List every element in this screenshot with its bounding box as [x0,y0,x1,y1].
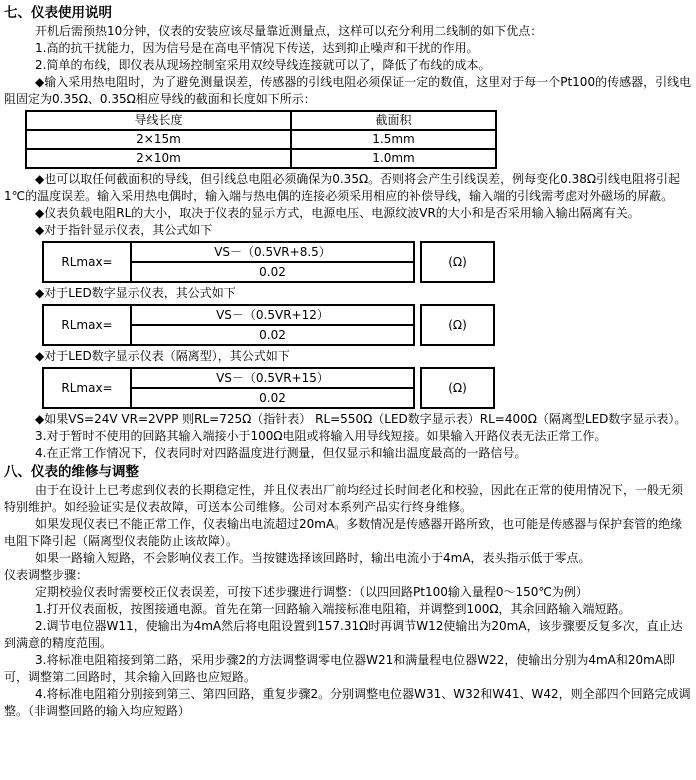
wire-length-header: 导线长度 [26,111,291,130]
section7-wire-note: ◆也可以取任何截面积的导线，但引线总电阻必须确保为0.35Ω。否则将会产生引线误差，例每变化0.38Ω引线电阻将引起1℃的温度误差。输入采用热电偶时，输入端与热电偶的连接必须采用相应的补偿导线，输入端的引线需考虑对外磁场的屏蔽。 [4,172,681,203]
formula-table-pointer [42,241,692,283]
wire-length-cell: 2×10m [26,149,291,168]
formula-fraction [132,369,413,407]
section7-heading: 七、仪表使用说明 [4,5,112,21]
section7-point1: 1.高的抗干扰能力，因为信号是在高电平情况下传送，达到抑止噪声和干扰的作用。 [35,41,479,55]
section8-heading: 八、仪表的维修与调整 [4,464,139,480]
formula-body [42,367,415,409]
section7-rtd-note: ◆输入采用热电阻时，为了避免测量误差，传感器的引线电阻必须保证一定的数值，这里对于每一个Pt100的传感器，引线电阻固定为0.35Ω、0.35Ω相应导线的截面和长度如下所示： [4,75,692,106]
cross-section-cell: 1.5mm [291,130,496,149]
section8-p3: 如果一路输入短路，不会影响仪表工作。当按键选择该回路时，输出电流小于4mA，表头指示低于零点。 [35,551,591,565]
formula-led-caption: ◆对于LED数字显示仪表，其公式如下 [35,286,236,300]
formula-unit: (Ω) [420,241,495,283]
formula-led-iso-caption: ◆对于LED数字显示仪表（隔离型），其公式如下 [35,349,290,363]
section7-point3: 3.对于暂时不使用的回路其输入端接小于100Ω电阻或将输入用导线短接。如果输入开路仪表无法正常工作。 [35,429,607,443]
section7-point4: 4.在正常工作情况下，仪表同时对四路温度进行测量，但仅显示和输出温度最高的一路信号。 [35,446,527,460]
formula-lhs: RLmax= [44,306,132,344]
formula-unit: (Ω) [420,304,495,346]
section7-example-note: ◆如果VS=24V VR=2VPP 则RL=725Ω（指针表） RL=550Ω（LED数字显示表）RL=400Ω（隔离型LED数字显示表）。 [35,412,687,426]
formula-body [42,304,415,346]
formula-denominator: 0.02 [259,391,286,405]
formula-lhs: RLmax= [44,369,132,407]
adjustment-step4: 4.将标准电阻箱分别接到第三、第四回路，重复步骤2。分别调整电位器W31、W32和W41、W42，则全部四个回路完成调整。（非调整回路的输入均应短路） [4,687,691,718]
wire-length-cell: 2×15m [26,130,291,149]
formula-pointer-caption: ◆对于指针显示仪表，其公式如下 [35,223,213,237]
adjustment-steps-title: 仪表调整步骤： [4,568,89,582]
formula-lhs: RLmax= [44,243,132,281]
cross-section-cell: 1.0mm [291,149,496,168]
table-row [26,149,496,168]
formula-fraction [132,306,413,344]
formula-fraction [132,243,413,281]
formula-denominator: 0.02 [259,328,286,342]
formula-table-led [42,304,692,346]
adjustment-step2: 2.调节电位器W11，使输出为4mA然后将电阻设置到157.31Ω时再调节W12使输出为20mA，该步骤要反复多次，直止达到满意的精度范围。 [4,619,683,650]
section8-p2: 如果发现仪表已不能正常工作，仪表输出电流超过20mA。多数情况是传感器开路所致，也可能是传感器与保护套管的绝缘电阻下降引起（隔离型仪表能防止该故障）。 [4,517,683,548]
formula-denominator: 0.02 [259,265,286,279]
formula-numerator: VS－（0.5VR+12） [132,306,413,326]
formula-body [42,241,415,283]
section7-point2: 2.简单的布线，即仪表从现场控制室采用双绞导线连接就可以了，降低了布线的成本。 [35,58,491,72]
table-row [26,130,496,149]
formula-table-led-isolated [42,367,692,409]
adjustment-step1: 1.打开仪表面板，按图接通电源。首先在第一回路输入端接标准电阻箱，并调整到100Ω，其余回路输入端短路。 [35,602,631,616]
formula-numerator: VS－（0.5VR+15） [132,369,413,389]
table-header-row [26,111,496,130]
formula-numerator: VS－（0.5VR+8.5） [132,243,413,263]
cross-section-header: 截面积 [291,111,496,130]
section7-load-note: ◆仪表负载电阻RL的大小，取决于仪表的显示方式，电源电压、电源纹波VR的大小和是否采用输入输出隔离有关。 [35,206,640,220]
section8-p1: 由于在设计上已考虑到仪表的长期稳定性，并且仪表出厂前均经过长时间老化和校验，因此在正常的使用情况下，一般无须特别维护。如经验证实是仪表故障，可送本公司维修。公司对本系列产品实行终身维修。 [4,483,684,514]
adjustment-steps-intro: 定期校验仪表时需要校正仪表误差，可按下述步骤进行调整：（以四回路Pt100输入量程0～150℃为例） [35,585,588,599]
section7-intro: 开机后需预热10分钟，仪表的安装应该尽量靠近测量点，这样可以充分利用二线制的如下优点： [35,24,543,38]
formula-unit: (Ω) [420,367,495,409]
wire-spec-table [25,110,497,169]
adjustment-step3: 3.将标准电阻箱接到第二路，采用步骤2的方法调整调零电位器W21和满量程电位器W22，使输出分别为4mA和20mA即可，调整第二回路时，其余输入回路也应短路。 [4,653,676,684]
